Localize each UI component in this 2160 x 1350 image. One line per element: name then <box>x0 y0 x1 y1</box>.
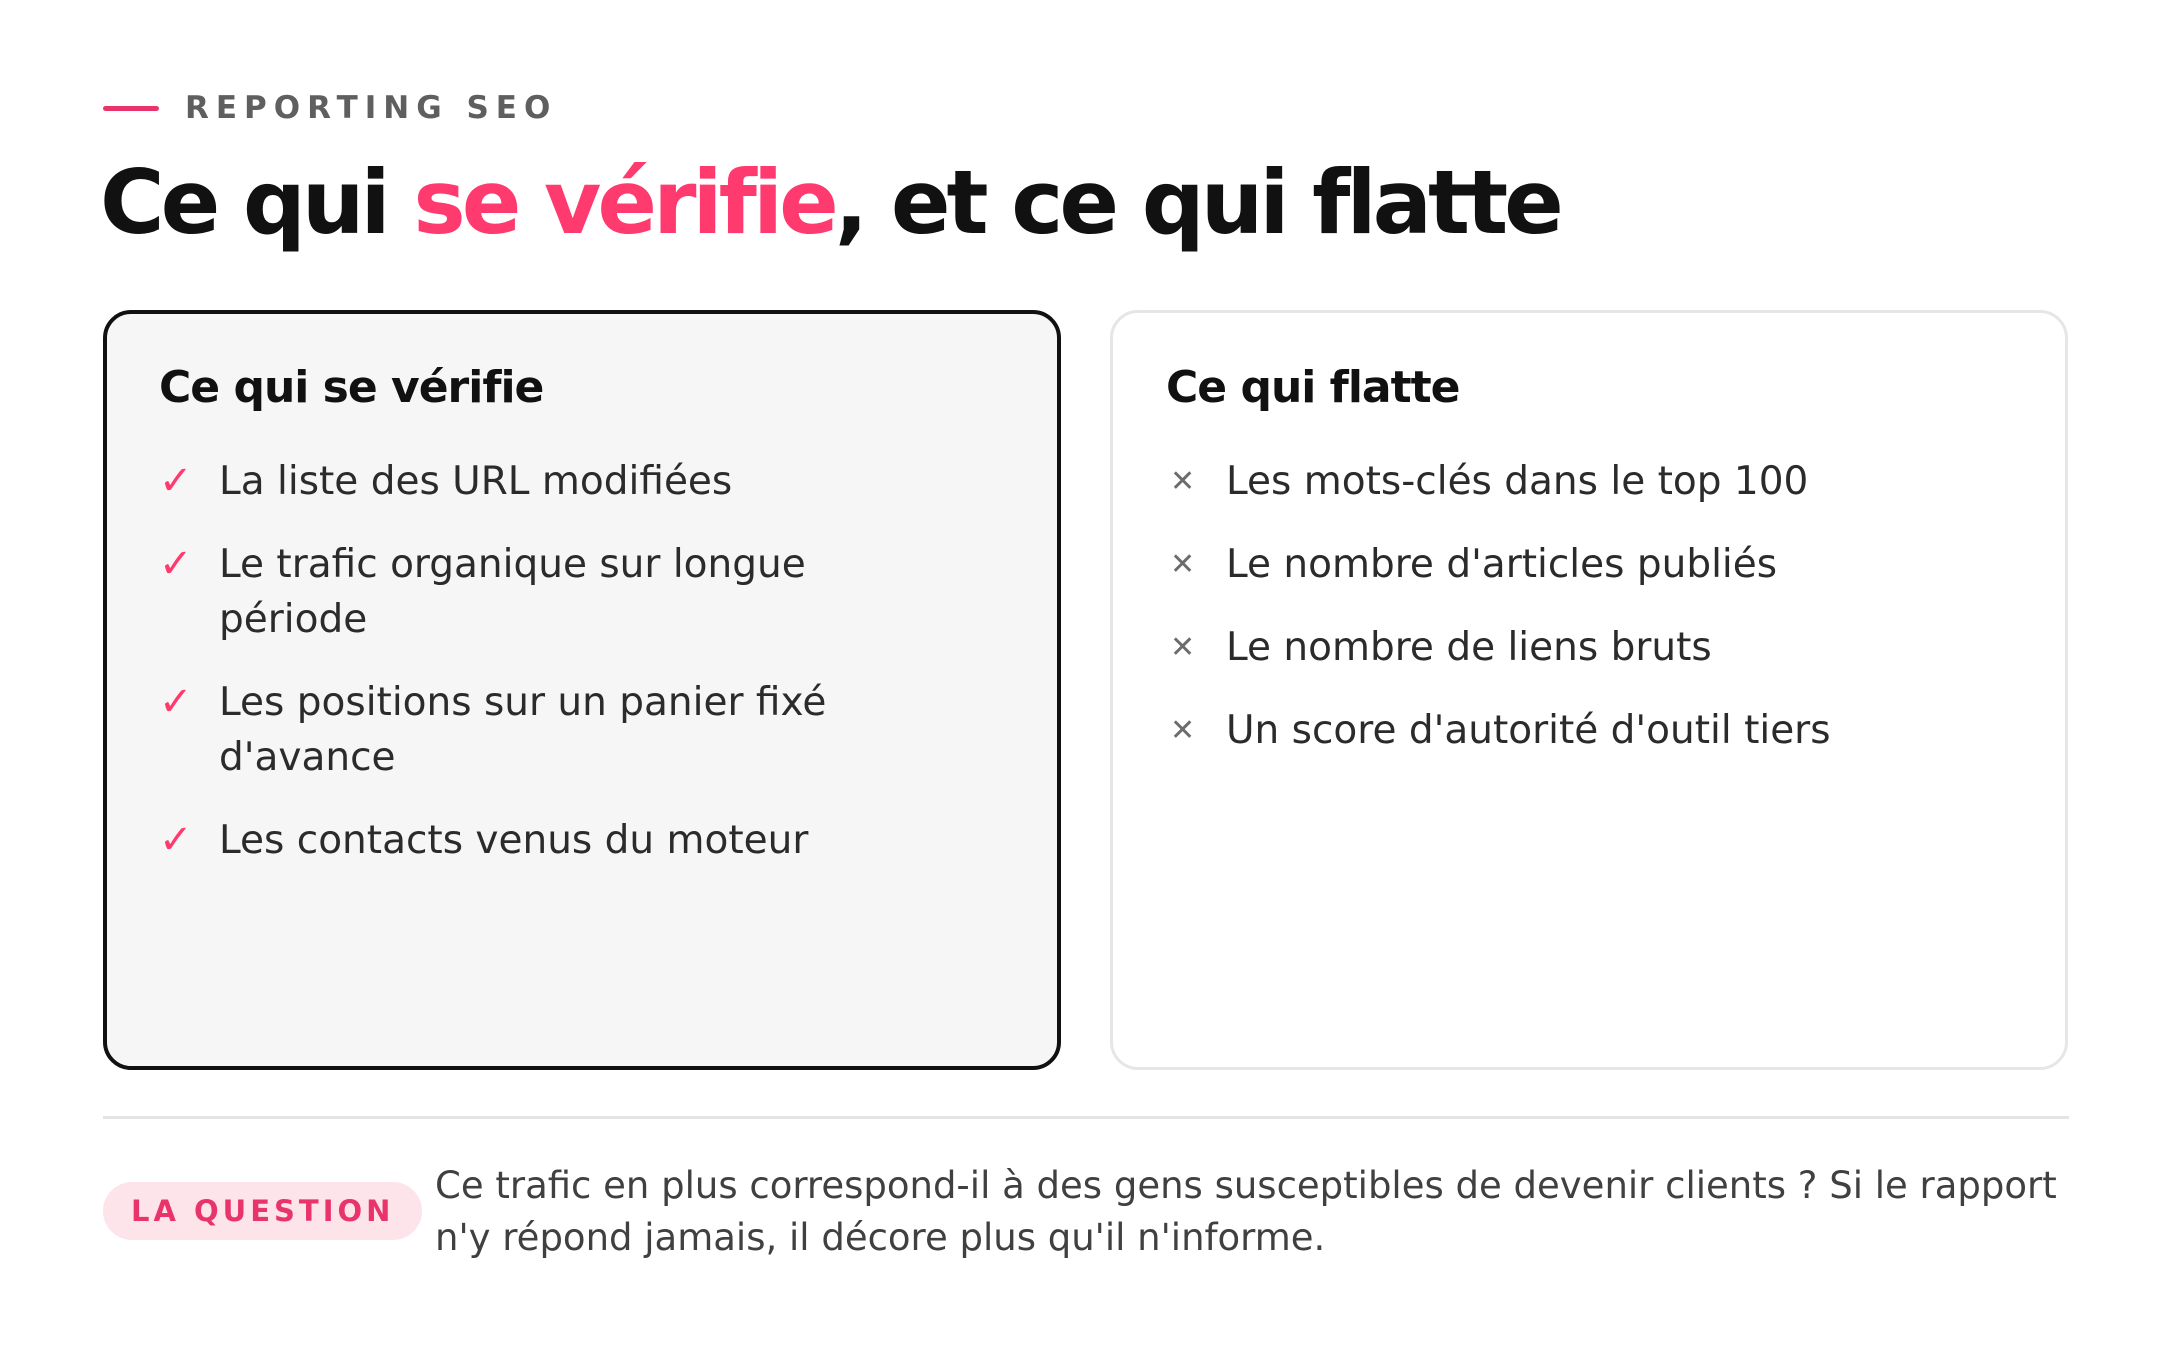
check-icon: ✓ <box>159 458 193 504</box>
cross-icon: ✕ <box>1170 630 1196 665</box>
verify-card-heading: Ce qui se vérifie <box>159 362 544 413</box>
list-item-text: Le nombre de liens bruts <box>1226 625 1712 670</box>
question-badge <box>103 1182 422 1240</box>
list-item-text: Le nombre d'articles publiés <box>1226 542 1778 587</box>
list-item <box>159 813 1017 868</box>
eyebrow-accent-line <box>103 106 159 111</box>
check-icon: ✓ <box>159 679 193 725</box>
title-part-1: Ce qui <box>100 151 414 254</box>
list-item <box>159 675 1017 785</box>
list-item <box>1166 537 2025 592</box>
list-item-text: Les mots-clés dans le top 100 <box>1226 459 1809 504</box>
list-item-text: Le trafic organique sur longue période <box>219 542 806 642</box>
flatter-list <box>1166 454 2025 786</box>
flatter-card <box>1110 310 2068 1070</box>
cross-icon: ✕ <box>1170 464 1196 499</box>
divider <box>103 1116 2069 1119</box>
question-text: Ce trafic en plus correspond-il à des gens susceptibles de devenir clients ? Si le rapport n'y répond jamais, il décore plus qu'il n'informe. <box>435 1164 2057 1259</box>
check-icon: ✓ <box>159 817 193 863</box>
eyebrow-label: REPORTING SEO <box>185 90 558 126</box>
list-item <box>1166 620 2025 675</box>
list-item <box>1166 454 2025 509</box>
list-item-text: La liste des URL modifiées <box>219 459 733 504</box>
title-part-2: , et ce qui flatte <box>834 151 1560 254</box>
question-badge-label: LA QUESTION <box>131 1194 395 1228</box>
list-item-text: Les positions sur un panier fixé d'avance <box>219 680 827 780</box>
list-item <box>159 454 1017 509</box>
eyebrow <box>103 90 557 126</box>
list-item <box>1166 703 2025 758</box>
title-accent: se vérifie <box>413 151 835 254</box>
list-item-text: Les contacts venus du moteur <box>219 818 809 863</box>
cross-icon: ✕ <box>1170 713 1196 748</box>
verify-list <box>159 454 1017 896</box>
flatter-card-heading: Ce qui flatte <box>1166 362 1460 413</box>
page-title <box>100 148 1560 258</box>
verify-card <box>103 310 1061 1070</box>
list-item <box>159 537 1017 647</box>
list-item-text: Un score d'autorité d'outil tiers <box>1226 708 1831 753</box>
check-icon: ✓ <box>159 541 193 587</box>
cross-icon: ✕ <box>1170 547 1196 582</box>
